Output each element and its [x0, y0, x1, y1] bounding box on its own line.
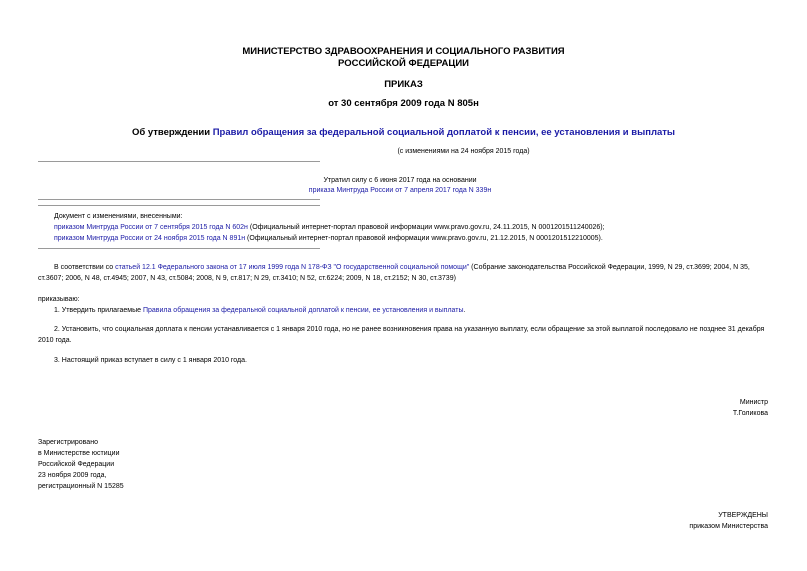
approved-line-1: УТВЕРЖДЕНЫ — [718, 512, 768, 519]
page-title — [0, 127, 807, 138]
basis-law-link[interactable]: статьей 12.1 Федерального закона от 17 июля 1999 года N 178-ФЗ "О государственной социальной помощи" — [115, 264, 470, 271]
doc-date: от 30 сентября 2009 года N 805н — [328, 98, 479, 109]
change-text-891: (Официальный интернет-портал правовой информации www.pravo.gov.ru, 21.12.2015, N 0001201512210005). — [245, 235, 603, 242]
basis-prefix: В соответствии со — [54, 264, 116, 271]
title-prefix: Об утверждении — [131, 127, 213, 138]
signature-name: Т.Голикова — [732, 410, 768, 417]
divider — [38, 205, 320, 206]
change-link-891[interactable]: приказом Минтруда России от 24 ноября 2015 года N 891н — [54, 235, 246, 242]
signature-position: Министр — [739, 399, 768, 406]
point-1-rules-link[interactable]: Правила обращения за федеральной социальной доплатой к пенсии, ее установления и выплаты — [142, 307, 464, 314]
change-link-602[interactable]: приказом Минтруда России от 7 сентября 2015 года N 602н — [54, 224, 248, 231]
point-1-prefix: 1. Утвердить прилагаемые — [54, 307, 143, 314]
changes-intro: Документ с изменениями, внесенными: — [54, 213, 183, 220]
divider — [38, 248, 320, 249]
change-text-602: (Официальный интернет-портал правовой информации www.pravo.gov.ru, 24.11.2015, N 0001201511240026); — [247, 224, 605, 231]
point-3: 3. Настоящий приказ вступает в силу с 1 января 2010 года. — [54, 357, 247, 364]
registration-line-1: Зарегистрировано — [38, 439, 98, 446]
lost-force-text: Утратил силу с 6 июня 2017 года на основании — [323, 177, 477, 184]
ministry-line-2: РОССИЙСКОЙ ФЕДЕРАЦИИ — [337, 58, 469, 69]
approved-line-2: приказом Министерства — [689, 523, 768, 530]
registration-line-3: Российской Федерации — [38, 461, 115, 468]
divider — [38, 161, 320, 162]
basis-suffix: (Собрание законодательства Российской Федерации, 1999, N 29, ст.3699; 2004, N 35, ст.3607; 2006, N 48, ст.4945; 2007, N 43, ст.5084; 2008, N 9, ст.817; N 29, ст.3410; N 52, ст.6224; 2009, N 18, ст.2152; N 30, ст.3739) — [38, 264, 750, 282]
registration-line-2: в Министерстве юстиции — [38, 450, 120, 457]
registration-line-4: 23 ноября 2009 года, — [38, 472, 107, 479]
revision-note: (с изменениями на 24 ноября 2015 года) — [397, 148, 530, 155]
order-word: приказываю: — [38, 296, 80, 303]
changes-item-2 — [54, 233, 774, 244]
lost-force-link[interactable]: приказа Минтруда России от 7 апреля 2017 года N 339н — [308, 187, 492, 194]
registration-line-5: регистрационный N 15285 — [38, 483, 124, 490]
doc-type: ПРИКАЗ — [384, 79, 423, 90]
changes-item-1 — [54, 222, 774, 233]
divider — [38, 199, 320, 200]
point-2: 2. Установить, что социальная доплата к пенсии устанавливается с 1 января 2010 года, но не ранее возникновения права на указанную выплату, если обращение за этой выплатой последовало не позднее 31 декабря 2010 года. — [38, 326, 765, 344]
ministry-line-1: МИНИСТЕРСТВО ЗДРАВООХРАНЕНИЯ И СОЦИАЛЬНОГО РАЗВИТИЯ — [242, 46, 565, 57]
basis-paragraph — [38, 262, 768, 284]
point-1 — [38, 305, 768, 316]
title-rules-link[interactable]: Правил обращения за федеральной социальной доплатой к пенсии, ее установления и выплаты — [212, 127, 676, 138]
point-1-suffix: . — [463, 307, 466, 314]
